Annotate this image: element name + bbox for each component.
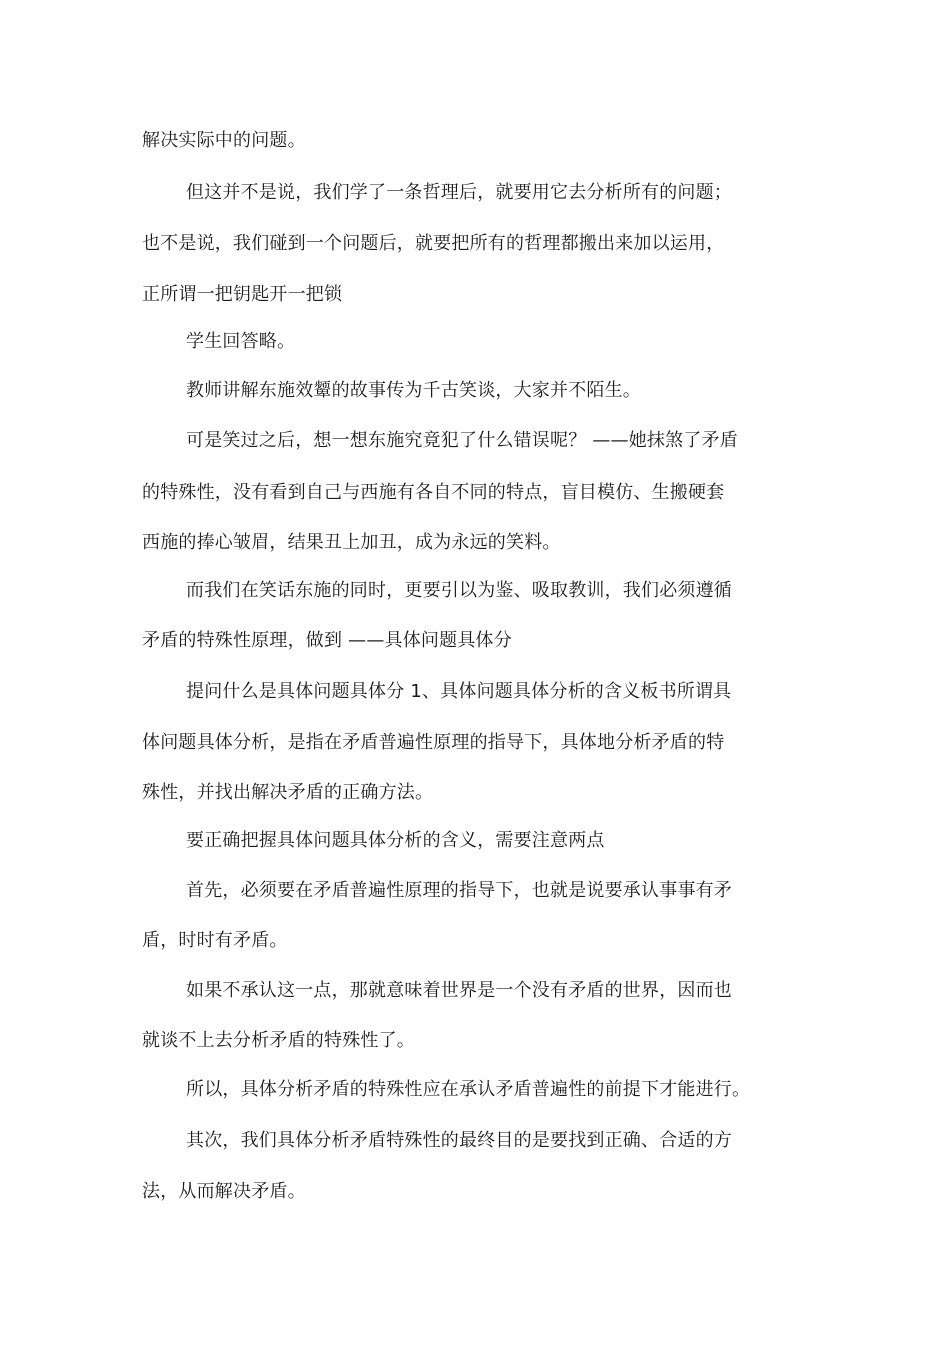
paragraph-line: 要正确把握具体问题具体分析的含义，需要注意两点 (186, 830, 605, 851)
text-line: 殊性，并找出解决矛盾的正确方法。 (142, 782, 434, 803)
paragraph-line: 教师讲解东施效颦的故事传为千古笑谈，大家并不陌生。 (186, 380, 641, 401)
text-line: 法，从而解决矛盾。 (142, 1181, 306, 1202)
paragraph-line: 其次，我们具体分析矛盾特殊性的最终目的是要找到正确、合适的方 (186, 1130, 732, 1151)
text-line: 也不是说，我们碰到一个问题后，就要把所有的哲理都搬出来加以运用， (142, 233, 725, 254)
text-line: 矛盾的特殊性原理，做到 ——具体问题具体分 (142, 630, 512, 651)
text-line: 的特殊性，没有看到自己与西施有各自不同的特点，盲目模仿、生搬硬套 (142, 482, 725, 503)
paragraph-line: 而我们在笑话东施的同时，更要引以为鉴、吸取教训，我们必须遵循 (186, 580, 732, 601)
text-line: 盾，时时有矛盾。 (142, 930, 288, 951)
paragraph-line: 首先，必须要在矛盾普遍性原理的指导下，也就是说要承认事事有矛 (186, 880, 732, 901)
paragraph-line: 学生回答略。 (186, 331, 296, 352)
text-line: 就谈不上去分析矛盾的特殊性了。 (142, 1030, 415, 1051)
paragraph-line: 但这并不是说，我们学了一条哲理后，就要用它去分析所有的问题； (186, 182, 732, 203)
paragraph-line: 可是笑过之后，想一想东施究竟犯了什么错误呢？ ——她抹煞了矛盾 (186, 430, 738, 451)
text-line: 正所谓一把钥匙开一把锁 (142, 284, 343, 305)
paragraph-line: 如果不承认这一点，那就意味着世界是一个没有矛盾的世界，因而也 (186, 980, 732, 1001)
paragraph-line: 提问什么是具体问题具体分 1、具体问题具体分析的含义板书所谓具 (186, 681, 732, 702)
paragraph-line: 所以，具体分析矛盾的特殊性应在承认矛盾普遍性的前提下才能进行。 (186, 1079, 751, 1100)
text-line: 西施的捧心皱眉，结果丑上加丑，成为永远的笑料。 (142, 532, 561, 553)
text-line: 解决实际中的问题。 (142, 130, 306, 151)
text-line: 体问题具体分析，是指在矛盾普遍性原理的指导下，具体地分析矛盾的特 (142, 732, 725, 753)
